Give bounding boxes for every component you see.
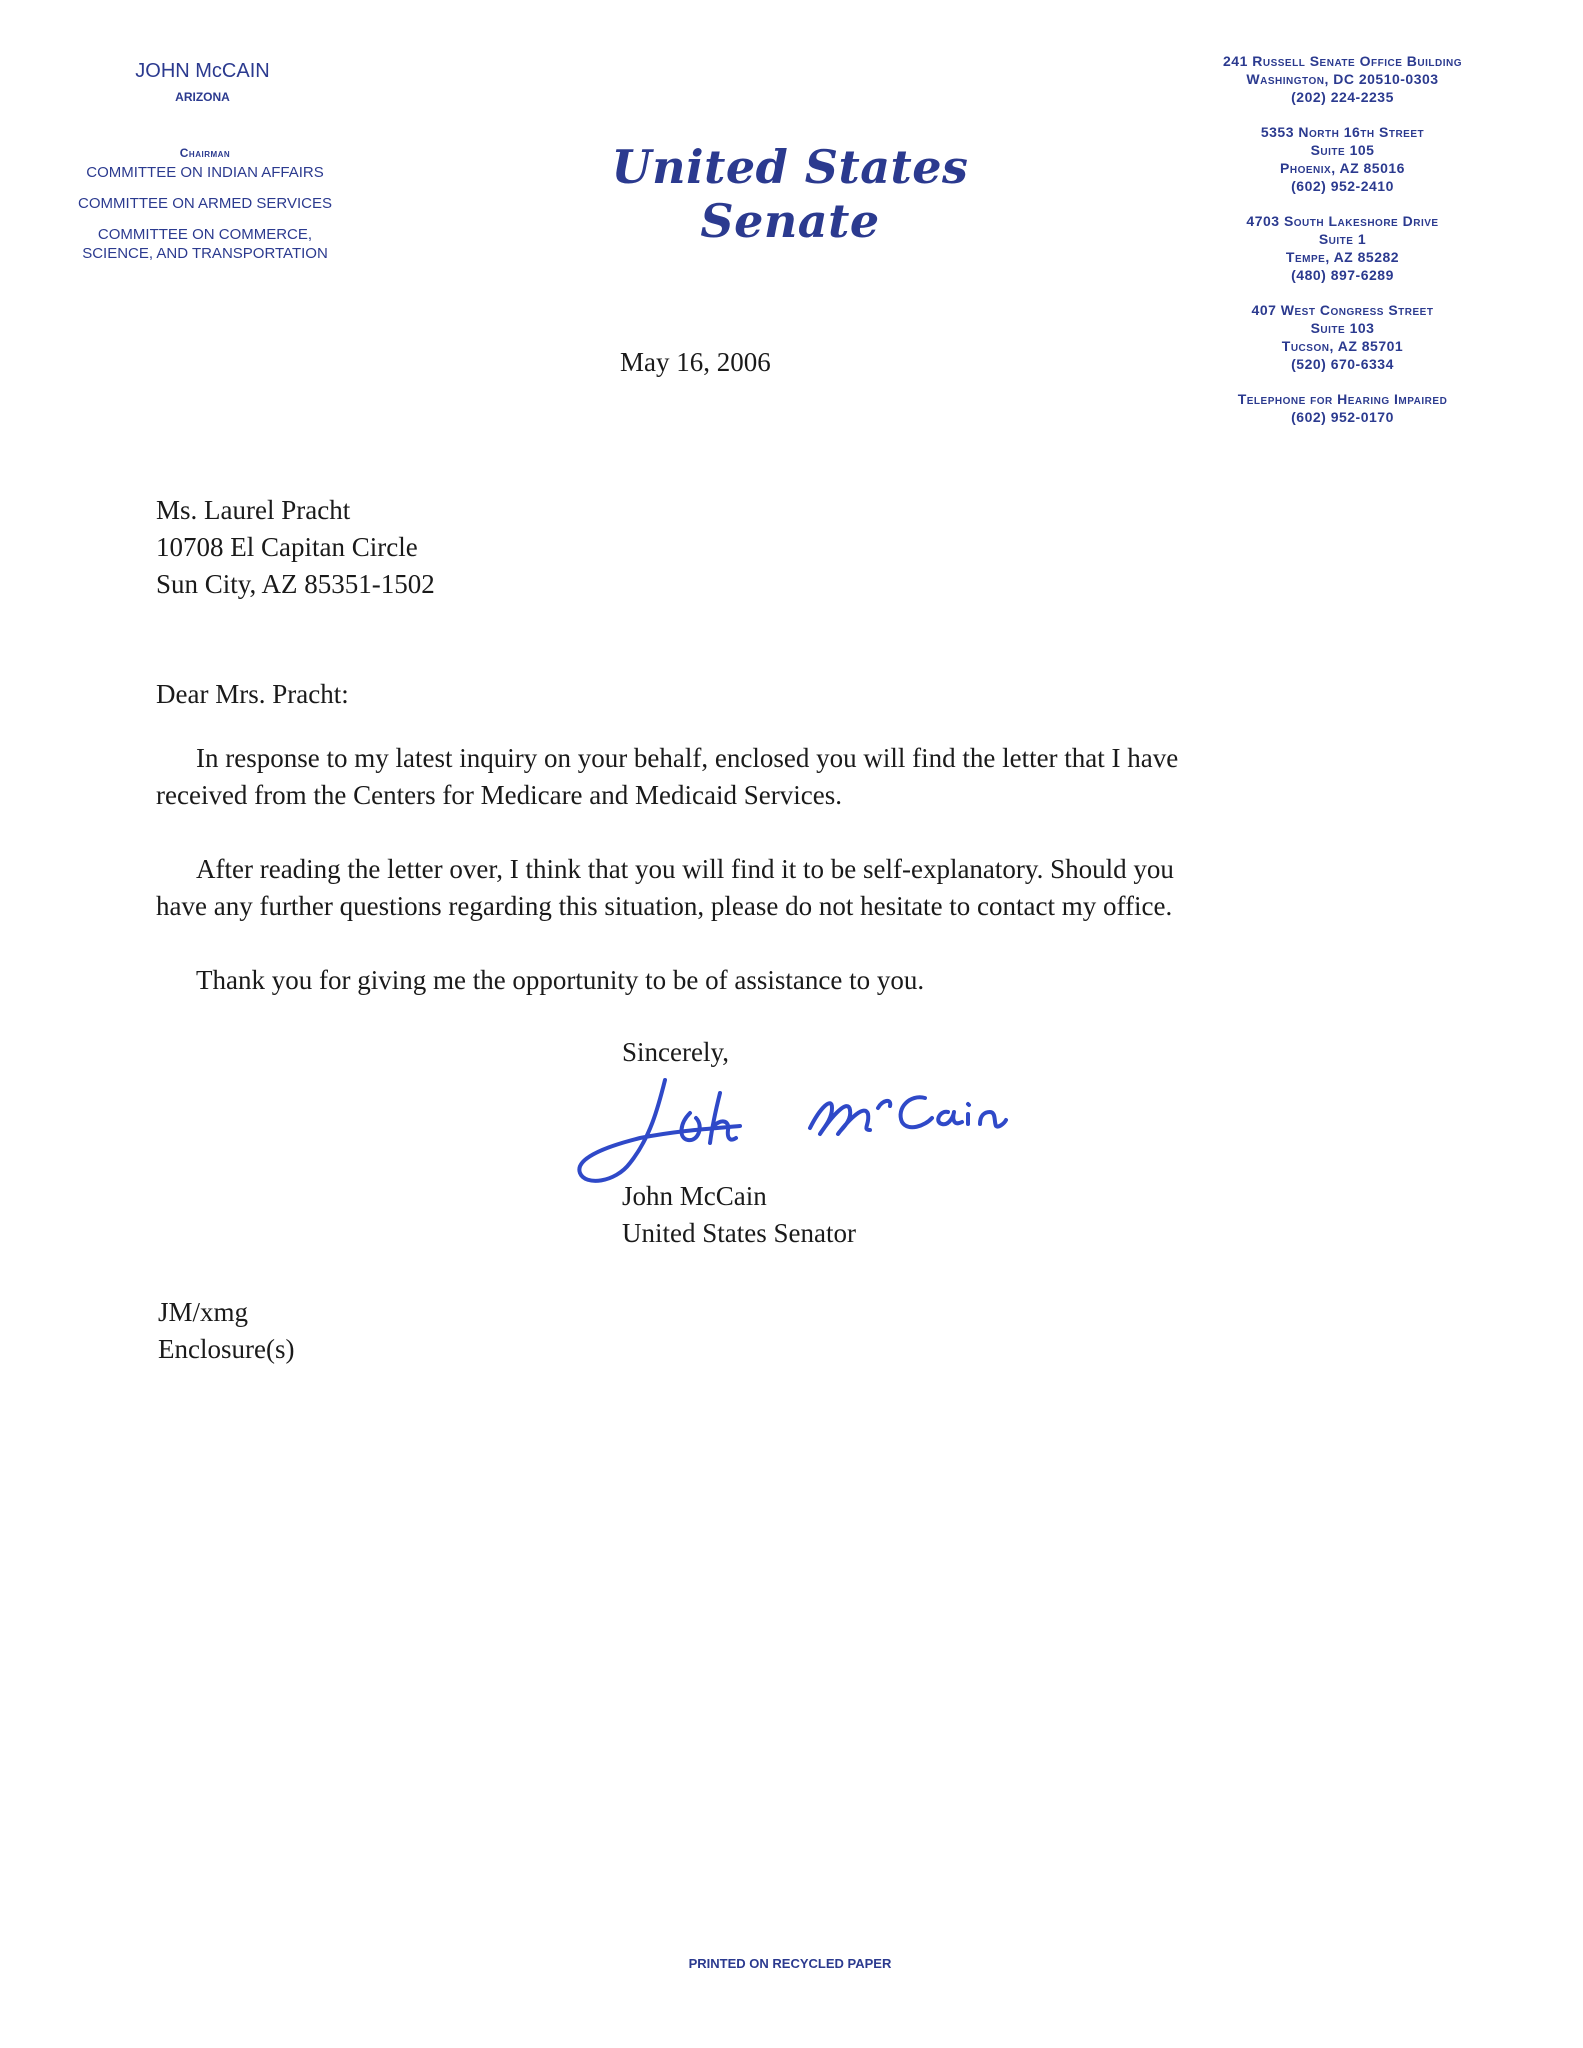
office-line: 5353 North 16th Street <box>1260 124 1425 140</box>
office-phoenix <box>1180 123 1505 195</box>
recipient-name: Ms. Laurel Pracht <box>156 495 351 525</box>
office-line: Tempe, AZ 85282 <box>1285 249 1400 265</box>
office-addresses <box>1180 52 1505 443</box>
committee-armed-services: COMMITTEE ON ARMED SERVICES <box>78 195 332 212</box>
recipient-street: 10708 El Capitan Circle <box>156 532 418 562</box>
senator-name: JOHN McCAIN <box>135 60 270 82</box>
enclosure-note: Enclosure(s) <box>158 1334 295 1364</box>
committee-commerce-line2: SCIENCE, AND TRANSPORTATION <box>82 245 328 262</box>
office-tucson <box>1180 301 1505 373</box>
paragraph-1 <box>156 740 1346 814</box>
paragraph-2 <box>156 851 1346 925</box>
office-hearing-impaired <box>1180 390 1505 426</box>
salutation: Dear Mrs. Pracht: <box>156 679 349 709</box>
letterhead-title: United States Senate <box>611 140 969 248</box>
letter-date: May 16, 2006 <box>620 347 771 377</box>
office-phone: (202) 224-2235 <box>1291 89 1394 105</box>
paragraph-3: Thank you for giving me the opportunity to be of assistance to you. <box>196 965 925 995</box>
office-line: Phoenix, AZ 85016 <box>1280 160 1405 176</box>
recycled-paper-note: PRINTED ON RECYCLED PAPER <box>688 1956 892 1971</box>
signature-block <box>622 1178 856 1252</box>
office-line: Suite 1 <box>1318 231 1367 247</box>
office-line: Telephone for Hearing Impaired <box>1237 391 1448 407</box>
paragraph-line: received from the Centers for Medicare and Medicaid Services. <box>156 780 842 810</box>
committee-indian-affairs: COMMITTEE ON INDIAN AFFAIRS <box>86 164 324 181</box>
office-line: 407 West Congress Street <box>1251 302 1434 318</box>
committee-list <box>55 144 355 263</box>
committee-commerce-line1: COMMITTEE ON COMMERCE, <box>97 226 313 243</box>
office-tempe <box>1180 212 1505 284</box>
office-line: 4703 South Lakeshore Drive <box>1246 213 1439 229</box>
paragraph-line: After reading the letter over, I think that you will find it to be self-explanatory. Should you <box>196 854 1174 884</box>
recipient-address <box>156 492 435 603</box>
office-line: Washington, DC 20510-0303 <box>1246 71 1439 87</box>
paragraph-line: have any further questions regarding this situation, please do not hesitate to contact my office. <box>156 891 1173 921</box>
office-line: Suite 103 <box>1310 320 1375 336</box>
signer-name: John McCain <box>622 1181 767 1211</box>
paragraph-line: In response to my latest inquiry on your behalf, enclosed you will find the letter that I have <box>196 743 1179 773</box>
office-line: Suite 105 <box>1310 142 1375 158</box>
reference-block <box>158 1294 294 1368</box>
closing: Sincerely, <box>622 1037 729 1067</box>
office-phone: (480) 897-6289 <box>1291 267 1394 283</box>
signer-title: United States Senator <box>622 1218 856 1248</box>
chairman-label: Chairman <box>179 146 231 160</box>
office-line: 241 Russell Senate Office Building <box>1223 53 1462 69</box>
reference-initials: JM/xmg <box>158 1297 249 1327</box>
office-phone: (602) 952-0170 <box>1291 409 1394 425</box>
senator-state: ARIZONA <box>175 90 230 104</box>
office-line: Tucson, AZ 85701 <box>1281 338 1404 354</box>
office-phone: (602) 952-2410 <box>1291 178 1394 194</box>
recipient-city: Sun City, AZ 85351-1502 <box>156 569 435 599</box>
office-washington <box>1180 52 1505 106</box>
office-phone: (520) 670-6334 <box>1291 356 1394 372</box>
